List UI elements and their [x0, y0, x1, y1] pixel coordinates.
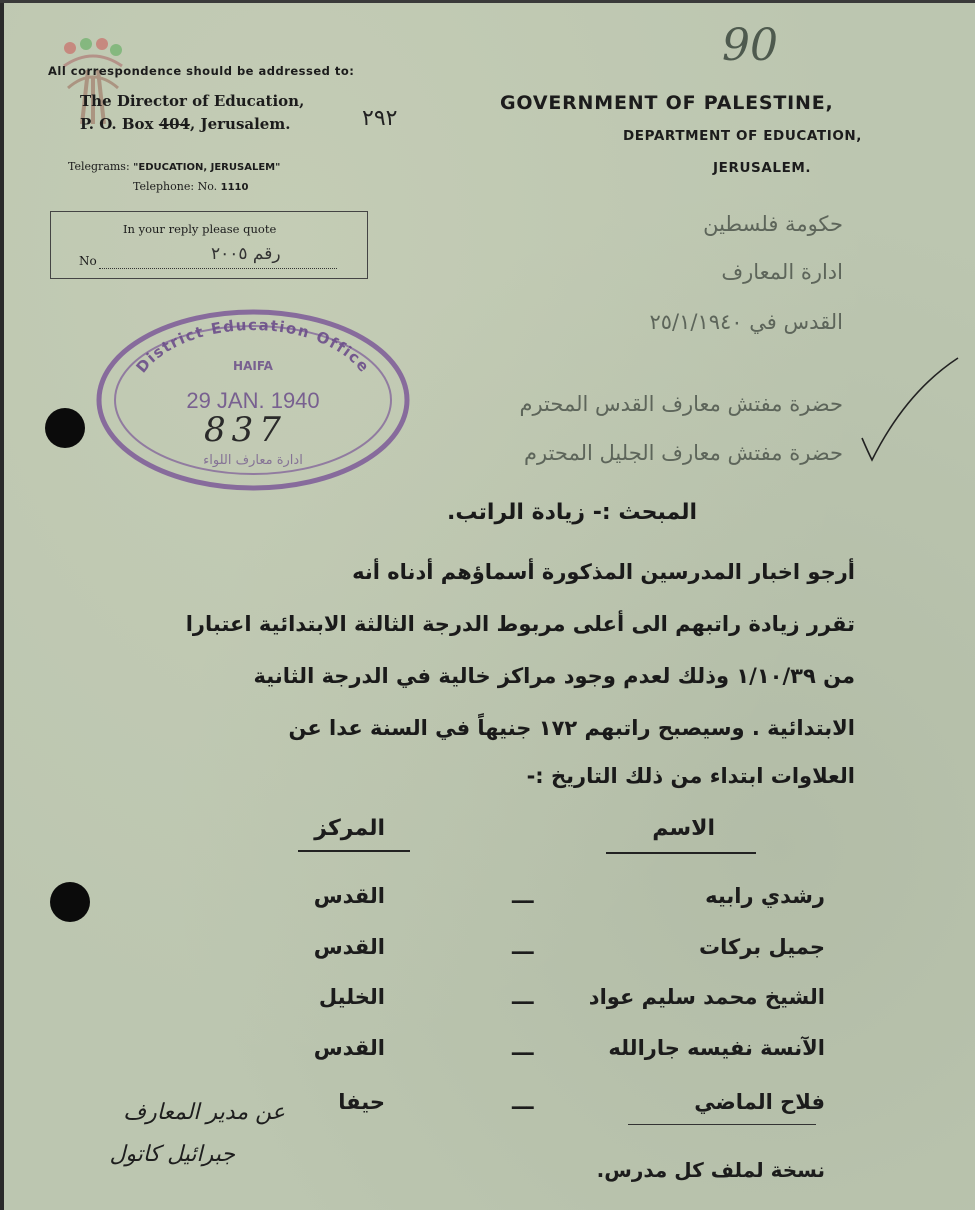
column-header-name: الاسم	[652, 816, 715, 841]
scan-edge-left	[0, 0, 4, 1210]
row-dash: ـــ	[512, 884, 534, 908]
arabic-government: حكومة فلسطين	[703, 212, 843, 236]
header-underline-name	[606, 852, 756, 854]
row-dash: ـــ	[512, 1036, 534, 1060]
addressee-jerusalem: حضرة مفتش معارف القدس المحترم	[519, 392, 843, 416]
telegrams-line	[68, 160, 280, 173]
body-line: تقرر زيادة راتبهم الى أعلى مربوط الدرجة الثالثة الابتدائية اعتبارا	[185, 612, 855, 636]
stamp-handwritten-number: 837	[204, 410, 287, 450]
body-line: أرجو اخبار المدرسين المذكورة أسماؤهم أدناه أنه	[352, 560, 855, 584]
signature-title: عن مدير المعارف	[123, 1100, 285, 1125]
column-header-center: المركز	[314, 816, 385, 841]
stamp-arabic-text: ادارة معارف اللواء	[203, 453, 303, 468]
teacher-name: فلاح الماضي	[694, 1090, 825, 1114]
teacher-name: الشيخ محمد سليم عواد	[588, 985, 825, 1009]
correspondence-note: All correspondence should be addressed to:	[48, 64, 355, 78]
handwritten-code: ٢٩٢	[362, 106, 398, 131]
row-dash: ـــ	[512, 935, 534, 959]
teacher-center: الخليل	[318, 985, 385, 1009]
director-line: The Director of Education,	[80, 92, 305, 110]
reference-no-label: No	[79, 254, 97, 268]
arabic-date: القدس في ٢٥/١/١٩٤٠	[649, 310, 843, 334]
copy-note: نسخة لملف كل مدرس.	[596, 1158, 825, 1182]
pobox-line	[80, 115, 290, 133]
addressee-galilee: حضرة مفتش معارف الجليل المحترم	[524, 441, 843, 465]
pobox-prefix: P. O. Box	[80, 115, 159, 133]
stamp-city: HAIFA	[233, 359, 273, 373]
teacher-center: القدس	[313, 1036, 385, 1060]
pobox-suffix: , Jerusalem.	[190, 115, 291, 133]
teacher-center: حيفا	[338, 1090, 385, 1114]
stamp-date: 29 JAN. 1940	[186, 388, 320, 413]
body-line: الابتدائية . وسيصبح راتبهم ١٧٢ جنيهاً في السنة عدا عن	[288, 716, 855, 740]
folio-number: 90	[722, 20, 778, 71]
telegrams-address: "EDUCATION, JERUSALEM"	[133, 162, 281, 173]
last-row-underline	[628, 1124, 816, 1125]
scan-edge-top	[0, 0, 975, 3]
header-underline-center	[298, 850, 410, 852]
teacher-name: الآنسة نفيسه جارالله	[608, 1036, 825, 1060]
telephone-line	[133, 180, 248, 193]
signature-name: جبرائيل كاتول	[109, 1142, 235, 1167]
punch-hole-top	[45, 408, 85, 448]
teacher-name: جميل بركات	[699, 935, 825, 959]
stamp-office: District Education Office	[132, 315, 374, 377]
letterhead-left	[48, 64, 378, 193]
reference-number: رقم ٢٠٠٥	[211, 244, 281, 264]
teacher-center: القدس	[313, 884, 385, 908]
department-title: DEPARTMENT OF EDUCATION,	[623, 128, 863, 144]
arabic-department: ادارة المعارف	[721, 260, 843, 284]
row-dash: ـــ	[512, 1090, 534, 1114]
telephone-number: 1110	[220, 182, 249, 193]
teacher-name: رشدي رابيه	[705, 884, 825, 908]
punch-hole-bottom	[50, 882, 90, 922]
row-dash: ـــ	[512, 985, 534, 1009]
telegrams-label: Telegrams:	[68, 160, 134, 173]
reference-dotted-line	[99, 268, 337, 269]
government-title: GOVERNMENT OF PALESTINE,	[500, 92, 834, 114]
pobox-struck-number: 404	[158, 115, 191, 133]
check-mark-icon	[858, 352, 962, 468]
body-line: من ١/١٠/٣٩ وذلك لعدم وجود مراكز خالية في الدرجة الثانية	[253, 664, 855, 688]
received-stamp	[95, 308, 411, 492]
teacher-center: القدس	[313, 935, 385, 959]
reference-box	[50, 211, 368, 279]
body-line: العلاوات ابتداء من ذلك التاريخ :-	[526, 764, 855, 788]
quote-label: In your reply please quote	[123, 222, 277, 236]
telephone-label: Telephone: No.	[133, 180, 221, 193]
city-title: JERUSALEM.	[713, 160, 812, 176]
subject-line: المبحث :- زيادة الراتب.	[447, 500, 697, 525]
